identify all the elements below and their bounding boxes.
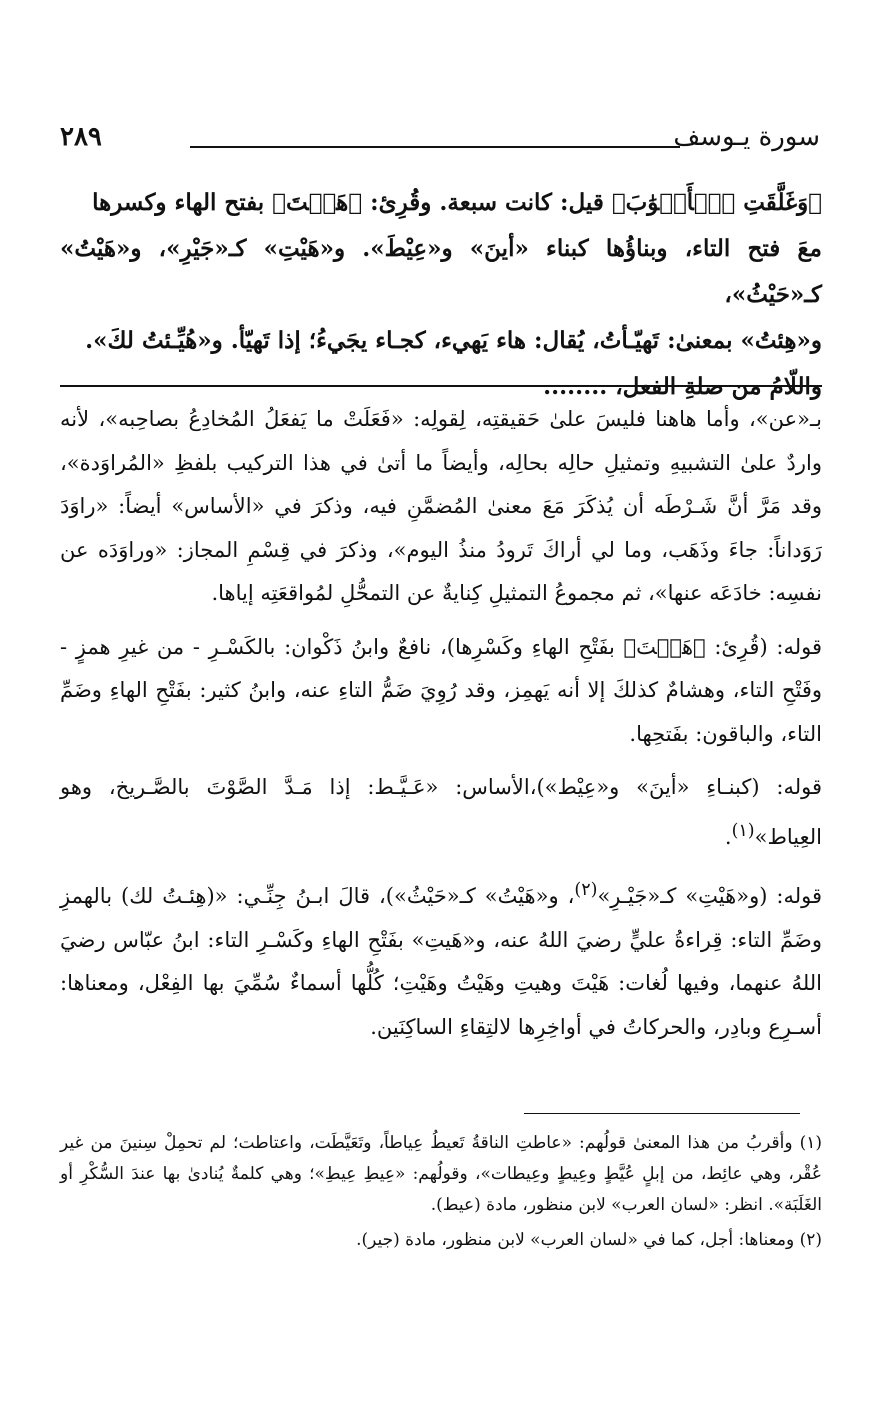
- section-divider: [60, 385, 822, 387]
- commentary-paragraph: قوله: (قُرِئ: ﴿هَيۡتَ﴾ بفَتْحِ الهاءِ وكَسْرِها)، نافعٌ وابنُ ذَكْوان: بالكَسْـرِ - من غيرِ همزٍ - وفَتْحِ التاء، وهشامٌ كذلكَ إلا أنه يَهمِز، وقد رُوِيَ ضَمُّ التاءِ عنه، وابنُ كثير: بفَتْحِ الهاءِ وضَمِّ التاء، والباقون: بفَتحِها.: [60, 634, 822, 746]
- footnote: (١) وأقربُ من هذا المعنىٰ قولُهم: «عاطتِ الناقةُ تَعيطُ عِياطاً، وتَعَيَّطَت، واعتاطت؛ لم تحمِلْ سِنينَ من غير عُقْر، وهي عائِط، من إبلٍ عُيَّطٍ وعِيطٍ وعِيطات»، وقولُهم: «عِيطِ عِيطِ»؛ وهي كلمةٌ يُنادىٰ بها عندَ السُّكْرِ أو الغَلَبَة». انظر: «لسان العرب» لابن منظور، مادة (عيط).: [60, 1133, 822, 1215]
- commentary: [60, 398, 822, 1059]
- main-text-line: واللّامُ من صلةِ الفعل، ........: [543, 373, 822, 400]
- paragraph-text: قوله: (كبنـاءِ «أينَ» و«عِيْط»)،الأساس: «عَـيَّـط: إذا مَـدَّ الصَّوْتَ بالصَّـريخ، وهو العِياط»: [60, 775, 822, 849]
- paragraph-text: قوله: (و«هَيْتِ» كـ«جَيْـرِ»: [597, 884, 823, 908]
- header-rule: [190, 146, 680, 148]
- commentary-paragraph: بـ«عن»، وأما هاهنا فليسَ علىٰ حَقيقتِه، لِقولِه: «فَعَلَتْ ما يَفعَلُ المُخادِعُ بصاحِبه»، لأنه واردٌ علىٰ التشبيهِ وتمثيلِ حالِه بحالِه، وأيضاً ما أتىٰ في هذا التركيب بلفظِ «المُراوَدة»، وقد مَرَّ أنَّ شَـرْطَه أن يُذكَرَ مَعَ معنىٰ المُضمَّنِ فيه، وذكرَ في «الأساس» أيضاً: «راوَدَ رَوَداناً: جاءَ وذَهَب، وما لي أراكَ تَرودُ منذُ اليوم»، وذكرَ في قِسْمِ المجاز: «وراوَدَه عن نفسِه: خادَعَه عنها»، ثم مجموعُ التمثيلِ كِنايةٌ عن التمحُّلِ لمُواقعَتِه إياها.: [60, 407, 822, 605]
- paragraph-text: ، و«هَيْتُ» كـ«حَيْثُ»)، قالَ ابـنُ جِنِّـي: «(هِئـتُ لك) بالهمزِ وضَمِّ التاء: قِراءةُ عليٍّ رضيَ اللهُ عنه، و«هَيتِ» بفَتْحِ الهاءِ وكَسْـرِ التاء: ابنُ عبّاس رضيَ اللهُ عنهما، وفيها لُغات: هَيْتَ وهيتِ وهَيْتُ وهَيْتِ؛ كُلُّها أسماءٌ سُمِّيَ بها الفِعْل، ومعناها: أسـرِع وبادِر، والحركاتُ في أواخِرِها لالتِقاءِ الساكِنَين.: [60, 884, 822, 1039]
- footnotes: [60, 1128, 822, 1260]
- main-text-line: ﴿وَغَلَّقَتِ ٱلۡأَبۡوَٰبَ﴾ قيل: كانت سبعة. وقُرِئ: ﴿هَيۡتَ﴾ بفتح الهاء وكسرها: [92, 189, 822, 216]
- main-text: [60, 180, 822, 410]
- page-number: ٢٨٩: [60, 122, 102, 152]
- commentary-paragraph: [60, 869, 822, 1049]
- commentary-paragraph: قوله: (كبنـاءِ «أينَ» و«عِيْط»)،الأساس: «عَـيَّـط: إذا مَـدَّ الصَّوْتَ بالصَّـريخ، وهو العِياط»$^{(١)}$.: [60, 775, 822, 849]
- main-text-line: معَ فتح التاء، وبناؤُها كبناء «أينَ» و«عِيْطَ». و«هَيْتِ» كـ«جَيْرِ»، و«هَيْتُ» كـ«حَيْثُ»،: [60, 235, 822, 308]
- footnote: (٢) ومعناها: أجل، كما في «لسان العرب» لابن منظور، مادة (جير).: [356, 1230, 822, 1250]
- footnote-rule: [524, 1113, 800, 1114]
- footnote-ref: (١): [731, 820, 755, 841]
- page-header: [60, 122, 820, 162]
- footnote-ref: (٢): [574, 880, 598, 900]
- main-text-line: و«هِئتُ» بمعنىٰ: تَهيّـأتُ، يُقال: هاء يَهيء، كجـاء يجَيءُ؛ إذا تَهيّأ. و«هُيِّـئتُ لكَ».: [85, 327, 822, 354]
- surah-title: سورة يـوسف: [673, 122, 820, 152]
